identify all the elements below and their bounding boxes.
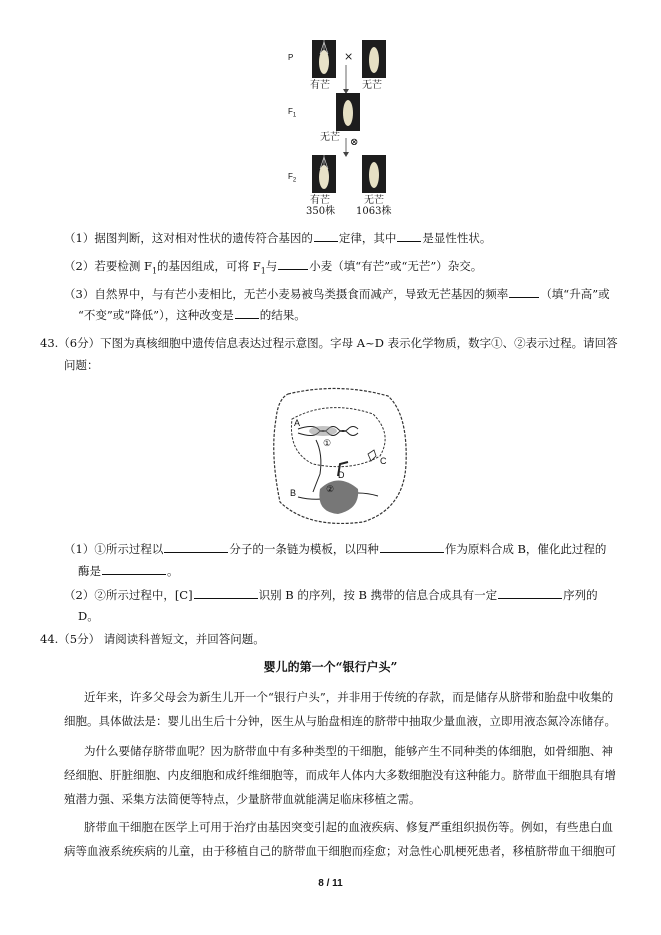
label-a: A xyxy=(294,418,301,428)
q43-1-text-d: 酶是 xyxy=(78,564,101,578)
q42-2-sub-1: 1 xyxy=(151,266,158,276)
q44-intro: 44.（5分） 请阅读科普短文，并回答问题。 xyxy=(40,632,265,646)
q43-item-1-line-2 xyxy=(78,562,179,579)
q42-3-text-b: （填“升高”或 xyxy=(540,287,610,301)
q43-item-2-line-2: D。 xyxy=(78,609,99,623)
f1-subscript: 1 xyxy=(292,112,297,119)
generation-p-label: P xyxy=(288,53,294,62)
article-p1-line-1: 近年来，许多父母会为新生儿开一个“银行户头”，并非用于传统的存款，而是储存从脐带和胎盘中收集的 xyxy=(84,690,614,704)
q43-1-text-a: （1）①所示过程以 xyxy=(64,542,164,556)
p-left-caption: 有芒 xyxy=(310,80,330,91)
q42-item-2 xyxy=(64,257,482,279)
answer-blank[interactable] xyxy=(509,285,539,298)
answer-blank[interactable] xyxy=(164,540,228,553)
answer-blank[interactable] xyxy=(380,540,444,553)
f2-subscript: 2 xyxy=(292,177,297,184)
article-p3-line-2: 病等血液系统疾病的儿童，由于移植自己的脐带血干细胞而痊愈；对急性心肌梗死患者，移植脐带血干细胞可 xyxy=(64,844,616,858)
q42-item-3-line-1 xyxy=(64,285,610,302)
label-process-1: ① xyxy=(323,438,332,448)
answer-blank[interactable] xyxy=(498,586,562,599)
label-process-2: ② xyxy=(326,484,335,494)
q43-item-2-line-1 xyxy=(64,586,598,603)
f1-caption: 无芒 xyxy=(320,132,340,143)
article-title: 婴儿的第一个“银行户头” xyxy=(263,660,398,674)
q43-1-text-e: 。 xyxy=(167,564,179,578)
q42-1-text-b: 定律，其中 xyxy=(338,231,397,245)
f2-awnless-wheat-photo xyxy=(362,155,386,193)
answer-blank[interactable] xyxy=(314,229,338,242)
q43-item-1-line-1 xyxy=(64,540,606,557)
q42-3-text-a: （3）自然界中，与有芒小麦相比，无芒小麦易被鸟类摄食而减产，导致无芒基因的频率 xyxy=(64,287,509,301)
self-cross-symbol: ⊗ xyxy=(350,137,359,148)
answer-blank[interactable] xyxy=(194,586,258,599)
answer-blank[interactable] xyxy=(278,257,308,270)
f2-awned-wheat-photo xyxy=(312,155,336,193)
q42-2-sub-2: 1 xyxy=(260,266,266,276)
gene-expression-diagram xyxy=(268,384,413,529)
article-p2-line-3: 殖潜力强、采集方法简便等特点，少量脐带血就能满足临床移植之需。 xyxy=(64,792,421,806)
q42-2-text-c: 与 xyxy=(265,259,278,273)
q42-3-text-d: 的结果。 xyxy=(259,308,306,322)
q42-2-text-d: 小麦（填“有芒”或“无芒”）杂交。 xyxy=(309,259,483,273)
f2-letter: F xyxy=(288,172,293,181)
q42-item-1 xyxy=(64,229,491,246)
answer-blank[interactable] xyxy=(397,229,421,242)
page-number: 8 / 11 xyxy=(318,878,343,889)
f2-left-count: 350株 xyxy=(306,206,336,217)
f1-wheat-photo xyxy=(336,93,360,131)
p-right-caption: 无芒 xyxy=(362,80,382,91)
article-p2-line-2: 经细胞、肝脏细胞、内皮细胞和成纤维细胞等，而成年人体内大多数细胞没有这种能力。脐带血干细胞具有增 xyxy=(64,768,616,782)
answer-blank[interactable] xyxy=(102,562,166,575)
q42-2-text-b: 的基因组成，可将 F xyxy=(157,259,261,273)
f1-letter: F xyxy=(288,107,293,116)
q43-2-text-b: 识别 B 的序列，按 B 携带的信息合成具有一定 xyxy=(258,588,498,602)
q42-2-text-a: （2）若要检测 F xyxy=(64,259,152,273)
q43-intro-line-1: 43.（6分）下图为真核细胞中遗传信息表达过程示意图。字母 A~D 表示化学物质，数字①、②表示过程。请回答 xyxy=(40,336,618,350)
article-p1-line-2: 细胞。具体做法是：婴儿出生后十分钟，医生从与胎盘相连的脐带中抽取少量血液，立即用液态氮冷冻储存。 xyxy=(64,714,616,728)
label-d: D xyxy=(338,470,345,480)
wheat-cross-figure xyxy=(280,35,410,220)
cross-symbol: × xyxy=(344,50,354,63)
cell-illustration xyxy=(268,384,413,529)
q42-1-text-c: 是显性性状。 xyxy=(422,231,492,245)
article-p3-line-1: 脐带血干细胞在医学上可用于治疗由基因突变引起的血液疾病、修复严重组织损伤等。例如，有些患白血 xyxy=(84,820,613,834)
q43-2-text-a: （2）②所示过程中，[C] xyxy=(64,588,193,602)
q43-1-text-c: 作为原料合成 B，催化此过程的 xyxy=(444,542,607,556)
label-b: B xyxy=(290,488,297,498)
q42-item-3-line-2 xyxy=(78,306,306,323)
article-p2-line-1: 为什么要储存脐带血呢？因为脐带血中有多种类型的干细胞，能够产生不同种类的体细胞，如骨细胞、神 xyxy=(84,744,613,758)
q42-3-text-c: “不变”或“降低”），这种改变是 xyxy=(78,308,234,322)
f2-right-count: 1063株 xyxy=(356,206,392,217)
label-c: C xyxy=(380,456,387,466)
q43-intro-line-2: 问题： xyxy=(64,358,99,372)
answer-blank[interactable] xyxy=(235,306,259,319)
q43-1-text-b: 分子的一条链为模板，以四种 xyxy=(229,542,379,556)
q42-1-text-a: （1）据图判断，这对相对性状的遗传符合基因的 xyxy=(64,231,313,245)
q43-2-text-c: 序列的 xyxy=(563,588,598,602)
f2-right-caption: 无芒 xyxy=(364,195,384,206)
f2-left-caption: 有芒 xyxy=(310,195,330,206)
